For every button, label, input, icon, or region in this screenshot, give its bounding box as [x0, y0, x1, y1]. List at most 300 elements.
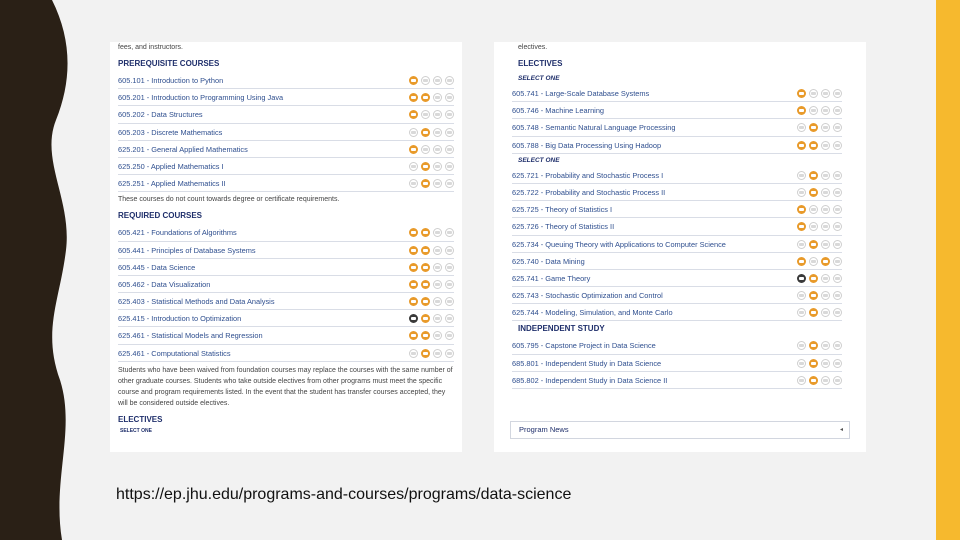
format-glyph: [799, 379, 804, 382]
format-other-icon[interactable]: [833, 188, 842, 197]
course-link[interactable]: 625.250 - Applied Mathematics I: [118, 161, 224, 171]
format-other-icon[interactable]: [833, 171, 842, 180]
course-format-icons: [797, 240, 842, 250]
course-link[interactable]: 625.734 - Queuing Theory with Applications to Computer Science: [512, 239, 726, 249]
course-format-icons: [797, 188, 842, 198]
format-glyph: [447, 96, 452, 99]
format-glyph: [447, 165, 452, 168]
course-link[interactable]: 625.740 - Data Mining: [512, 256, 585, 266]
course-row[interactable]: [118, 310, 454, 327]
course-link[interactable]: 605.421 - Foundations of Algorithms: [118, 228, 237, 238]
format-online-icon[interactable]: [809, 341, 818, 350]
format-onsite-icon[interactable]: [797, 205, 806, 214]
format-glyph: [799, 344, 804, 347]
course-format-icons: [797, 106, 842, 116]
format-other-icon[interactable]: [445, 179, 454, 188]
format-online-icon[interactable]: [809, 106, 818, 115]
format-glyph: [435, 352, 440, 355]
format-other-icon[interactable]: [445, 162, 454, 171]
format-other-icon[interactable]: [833, 308, 842, 317]
format-glyph: [823, 191, 828, 194]
required-heading: REQUIRED COURSES: [118, 211, 203, 221]
course-format-icons: [797, 308, 842, 318]
format-online-icon[interactable]: [421, 349, 430, 358]
format-glyph: [435, 131, 440, 134]
format-glyph: [435, 96, 440, 99]
format-online-icon[interactable]: [809, 359, 818, 368]
format-onsite-icon[interactable]: [409, 76, 418, 85]
format-other-icon[interactable]: [445, 349, 454, 358]
format-online-icon[interactable]: [809, 141, 818, 150]
format-glyph: [435, 148, 440, 151]
course-format-icons: [797, 257, 842, 267]
format-online-icon[interactable]: [809, 291, 818, 300]
course-format-icons: [409, 246, 454, 256]
format-glyph: [823, 174, 828, 177]
format-glyph: [447, 182, 452, 185]
format-glyph: [823, 243, 828, 246]
format-glyph: [447, 266, 452, 269]
format-onsite-icon[interactable]: [409, 246, 418, 255]
format-other-icon[interactable]: [445, 128, 454, 137]
format-other-icon[interactable]: [833, 141, 842, 150]
format-onsite-icon[interactable]: [409, 128, 418, 137]
course-link[interactable]: 605.795 - Capstone Project in Data Science: [512, 341, 656, 351]
course-link[interactable]: 605.746 - Machine Learning: [512, 106, 605, 116]
select-one-heading: SELECT ONE: [518, 75, 560, 82]
course-row[interactable]: [512, 119, 842, 136]
format-virtual-icon[interactable]: [433, 162, 442, 171]
format-virtual-icon[interactable]: [821, 123, 830, 132]
course-row[interactable]: [512, 270, 842, 287]
format-virtual-icon[interactable]: [821, 141, 830, 150]
program-news-accordion[interactable]: [510, 421, 850, 439]
course-link[interactable]: 625.461 - Statistical Models and Regression: [118, 331, 263, 341]
course-format-icons: [409, 179, 454, 189]
format-glyph: [823, 126, 828, 129]
format-glyph: [435, 182, 440, 185]
format-other-icon[interactable]: [833, 291, 842, 300]
prerequisite-heading: PREREQUISITE COURSES: [118, 59, 220, 68]
format-glyph: [799, 109, 804, 112]
format-online-icon[interactable]: [421, 297, 430, 306]
format-glyph: [447, 131, 452, 134]
course-link[interactable]: 625.722 - Probability and Stochastic Process II: [512, 187, 666, 197]
waiver-paragraph: Students who have been waived from foundation courses may replace the courses with the same number of other graduate courses. Students who take outside electives from other programs must meet the specific course and program requirements listed. In the event that the student has transfer courses accepted, they will be considered outside electives.: [118, 366, 453, 407]
format-virtual-icon[interactable]: [821, 188, 830, 197]
format-virtual-icon[interactable]: [433, 349, 442, 358]
format-online-icon[interactable]: [421, 228, 430, 237]
format-other-icon[interactable]: [445, 145, 454, 154]
format-onsite-icon[interactable]: [797, 141, 806, 150]
format-glyph: [811, 126, 816, 129]
format-other-icon[interactable]: [833, 376, 842, 385]
format-glyph: [435, 283, 440, 286]
course-format-icons: [797, 274, 842, 284]
format-online-icon[interactable]: [421, 128, 430, 137]
course-row[interactable]: [118, 293, 454, 310]
format-onsite-icon[interactable]: [797, 291, 806, 300]
format-other-icon[interactable]: [445, 228, 454, 237]
format-other-icon[interactable]: [833, 89, 842, 98]
course-row[interactable]: [118, 158, 454, 175]
course-row[interactable]: [512, 201, 842, 218]
format-glyph: [811, 362, 816, 365]
course-link[interactable]: 625.725 - Theory of Statistics I: [512, 205, 613, 215]
course-row[interactable]: [512, 167, 842, 184]
course-row[interactable]: [512, 102, 842, 119]
format-other-icon[interactable]: [445, 314, 454, 323]
format-other-icon[interactable]: [445, 331, 454, 340]
format-onsite-icon[interactable]: [409, 297, 418, 306]
format-other-icon[interactable]: [445, 280, 454, 289]
format-glyph: [447, 249, 452, 252]
electives-subheading: SELECT ONE: [120, 427, 152, 434]
format-onsite-icon[interactable]: [797, 257, 806, 266]
format-glyph: [411, 352, 416, 355]
format-glyph: [411, 165, 416, 168]
format-online-icon[interactable]: [809, 188, 818, 197]
course-link[interactable]: 605.441 - Principles of Database Systems: [118, 245, 256, 255]
course-link[interactable]: 625.201 - General Applied Mathematics: [118, 144, 248, 154]
course-format-icons: [797, 89, 842, 99]
format-glyph: [835, 144, 840, 147]
format-online-icon[interactable]: [421, 162, 430, 171]
course-link[interactable]: 685.801 - Independent Study in Data Science: [512, 358, 662, 368]
format-onsite-icon[interactable]: [409, 93, 418, 102]
format-virtual-icon[interactable]: [821, 171, 830, 180]
format-glyph: [823, 344, 828, 347]
format-onsite-icon[interactable]: [797, 188, 806, 197]
format-onsite-icon[interactable]: [409, 162, 418, 171]
format-glyph: [435, 300, 440, 303]
format-onsite-icon[interactable]: [797, 222, 806, 231]
format-glyph: [811, 92, 816, 95]
format-glyph: [823, 144, 828, 147]
format-virtual-icon[interactable]: [821, 341, 830, 350]
format-onsite-icon[interactable]: [409, 349, 418, 358]
format-glyph: [799, 260, 804, 263]
course-row[interactable]: [512, 184, 842, 201]
course-row[interactable]: [118, 276, 454, 293]
course-format-icons: [409, 128, 454, 138]
format-onsite-icon[interactable]: [409, 280, 418, 289]
format-glyph: [835, 208, 840, 211]
format-virtual-icon[interactable]: [433, 128, 442, 137]
format-virtual-icon[interactable]: [433, 263, 442, 272]
format-virtual-icon[interactable]: [821, 106, 830, 115]
format-online-icon[interactable]: [809, 171, 818, 180]
format-onsite-icon[interactable]: [797, 123, 806, 132]
course-link[interactable]: 625.403 - Statistical Methods and Data Analysis: [118, 297, 275, 307]
format-glyph: [835, 243, 840, 246]
format-virtual-icon[interactable]: [821, 291, 830, 300]
course-row[interactable]: [512, 372, 842, 389]
format-glyph: [435, 334, 440, 337]
intro-text: electives.: [518, 44, 548, 51]
format-glyph: [423, 266, 428, 269]
format-virtual-icon[interactable]: [433, 246, 442, 255]
format-online-icon[interactable]: [809, 222, 818, 231]
format-glyph: [423, 334, 428, 337]
format-glyph: [423, 300, 428, 303]
format-virtual-icon[interactable]: [821, 89, 830, 98]
format-online-icon[interactable]: [809, 205, 818, 214]
electives-heading: ELECTIVES: [518, 59, 563, 68]
format-virtual-icon[interactable]: [433, 93, 442, 102]
format-other-icon[interactable]: [445, 246, 454, 255]
course-link[interactable]: 625.744 - Modeling, Simulation, and Monte Carlo: [512, 308, 673, 318]
format-glyph: [811, 144, 816, 147]
prerequisite-note: These courses do not count towards degree or certificate requirements.: [118, 196, 340, 204]
course-row[interactable]: [118, 124, 454, 141]
format-virtual-icon[interactable]: [433, 280, 442, 289]
course-format-icons: [797, 291, 842, 301]
format-glyph: [835, 174, 840, 177]
course-row[interactable]: [512, 236, 842, 253]
course-row[interactable]: [512, 355, 842, 372]
format-glyph: [823, 92, 828, 95]
format-glyph: [435, 317, 440, 320]
format-glyph: [811, 225, 816, 228]
slide-left-wavy-border: [0, 0, 80, 540]
format-online-icon[interactable]: [421, 145, 430, 154]
course-link[interactable]: 625.726 - Theory of Statistics II: [512, 222, 615, 232]
course-row[interactable]: [118, 141, 454, 158]
expand-arrow-icon: ◂: [839, 427, 843, 433]
format-other-icon[interactable]: [445, 297, 454, 306]
format-onsite-icon[interactable]: [797, 341, 806, 350]
format-other-icon[interactable]: [833, 205, 842, 214]
format-glyph: [799, 92, 804, 95]
course-link[interactable]: 605.101 - Introduction to Python: [118, 76, 224, 85]
format-glyph: [835, 92, 840, 95]
format-glyph: [411, 148, 416, 151]
course-row[interactable]: [118, 72, 454, 89]
format-other-icon[interactable]: [445, 110, 454, 119]
course-row[interactable]: [118, 89, 454, 106]
format-online-icon[interactable]: [421, 314, 430, 323]
course-row[interactable]: [512, 337, 842, 354]
format-virtual-icon[interactable]: [433, 179, 442, 188]
format-online-icon[interactable]: [809, 257, 818, 266]
format-other-icon[interactable]: [445, 263, 454, 272]
course-format-icons: [409, 280, 454, 290]
format-glyph: [835, 260, 840, 263]
format-onsite-icon[interactable]: [797, 376, 806, 385]
format-onsite-icon[interactable]: [409, 228, 418, 237]
intro-text: fees, and instructors.: [118, 44, 183, 51]
format-glyph: [823, 208, 828, 211]
format-other-icon[interactable]: [833, 240, 842, 249]
format-virtual-icon[interactable]: [433, 228, 442, 237]
format-online-icon[interactable]: [809, 89, 818, 98]
format-other-icon[interactable]: [833, 222, 842, 231]
course-row[interactable]: [118, 175, 454, 192]
format-online-icon[interactable]: [809, 376, 818, 385]
format-other-icon[interactable]: [445, 93, 454, 102]
course-format-icons: [409, 110, 454, 120]
format-glyph: [423, 96, 428, 99]
format-virtual-icon[interactable]: [433, 110, 442, 119]
format-virtual-icon[interactable]: [821, 376, 830, 385]
course-row[interactable]: [512, 137, 842, 154]
format-onsite-icon[interactable]: [409, 314, 418, 323]
course-link[interactable]: 685.802 - Independent Study in Data Science II: [512, 375, 668, 385]
elective-group-1-list: [494, 85, 866, 154]
course-row[interactable]: [118, 259, 454, 276]
format-other-icon[interactable]: [833, 274, 842, 283]
format-online-icon[interactable]: [421, 179, 430, 188]
format-onsite-icon[interactable]: [409, 110, 418, 119]
format-other-icon[interactable]: [833, 257, 842, 266]
format-other-icon[interactable]: [445, 76, 454, 85]
format-glyph: [435, 249, 440, 252]
course-link[interactable]: 605.788 - Big Data Processing Using Hadoop: [512, 140, 662, 150]
format-glyph: [811, 311, 816, 314]
course-format-icons: [409, 349, 454, 359]
format-onsite-icon[interactable]: [797, 359, 806, 368]
course-link[interactable]: 605.445 - Data Science: [118, 262, 196, 272]
course-row[interactable]: [118, 242, 454, 259]
format-glyph: [835, 191, 840, 194]
format-glyph: [835, 311, 840, 314]
format-online-icon[interactable]: [421, 263, 430, 272]
course-format-icons: [409, 228, 454, 238]
format-online-icon[interactable]: [809, 240, 818, 249]
format-glyph: [799, 294, 804, 297]
course-link[interactable]: 625.251 - Applied Mathematics II: [118, 179, 226, 189]
course-row[interactable]: [512, 218, 842, 235]
course-row[interactable]: [512, 253, 842, 270]
format-other-icon[interactable]: [833, 106, 842, 115]
format-onsite-icon[interactable]: [409, 263, 418, 272]
format-glyph: [447, 283, 452, 286]
course-format-icons: [797, 359, 842, 369]
format-virtual-icon[interactable]: [821, 308, 830, 317]
course-link[interactable]: 625.461 - Computational Statistics: [118, 348, 231, 358]
format-glyph: [823, 277, 828, 280]
format-onsite-icon[interactable]: [409, 145, 418, 154]
format-virtual-icon[interactable]: [821, 257, 830, 266]
format-glyph: [811, 344, 816, 347]
format-glyph: [835, 109, 840, 112]
format-virtual-icon[interactable]: [821, 205, 830, 214]
format-onsite-icon[interactable]: [409, 331, 418, 340]
select-one-heading: SELECT ONE: [518, 156, 560, 164]
source-url[interactable]: https://ep.jhu.edu/programs-and-courses/programs/data-science: [116, 486, 572, 503]
course-link[interactable]: 625.721 - Probability and Stochastic Process I: [512, 170, 664, 180]
format-glyph: [423, 283, 428, 286]
course-link[interactable]: 605.748 - Semantic Natural Language Processing: [512, 123, 676, 133]
format-online-icon[interactable]: [421, 93, 430, 102]
format-online-icon[interactable]: [421, 331, 430, 340]
course-format-icons: [409, 93, 454, 103]
format-glyph: [811, 243, 816, 246]
format-glyph: [811, 208, 816, 211]
format-online-icon[interactable]: [421, 280, 430, 289]
format-virtual-icon[interactable]: [821, 359, 830, 368]
course-row[interactable]: [512, 85, 842, 102]
course-row[interactable]: [118, 106, 454, 123]
course-format-icons: [409, 76, 454, 86]
format-glyph: [799, 144, 804, 147]
format-onsite-icon[interactable]: [797, 308, 806, 317]
format-online-icon[interactable]: [809, 274, 818, 283]
format-online-icon[interactable]: [809, 123, 818, 132]
format-glyph: [411, 79, 416, 82]
format-glyph: [423, 352, 428, 355]
format-glyph: [411, 283, 416, 286]
course-link[interactable]: 605.201 - Introduction to Programming Using Java: [118, 93, 284, 103]
format-onsite-icon[interactable]: [797, 106, 806, 115]
format-glyph: [447, 79, 452, 82]
course-link[interactable]: 625.415 - Introduction to Optimization: [118, 314, 242, 324]
format-glyph: [811, 294, 816, 297]
format-virtual-icon[interactable]: [821, 274, 830, 283]
format-virtual-icon[interactable]: [433, 314, 442, 323]
format-virtual-icon[interactable]: [821, 222, 830, 231]
course-link[interactable]: 625.741 - Game Theory: [512, 273, 591, 283]
format-virtual-icon[interactable]: [821, 240, 830, 249]
format-glyph: [435, 113, 440, 116]
format-glyph: [811, 191, 816, 194]
course-link[interactable]: 605.462 - Data Visualization: [118, 279, 211, 289]
format-online-icon[interactable]: [421, 110, 430, 119]
course-link[interactable]: 605.203 - Discrete Mathematics: [118, 127, 223, 137]
course-row[interactable]: [118, 327, 454, 344]
format-virtual-icon[interactable]: [433, 297, 442, 306]
course-link[interactable]: 605.202 - Data Structures: [118, 110, 203, 120]
course-format-icons: [797, 123, 842, 133]
format-glyph: [835, 379, 840, 382]
format-other-icon[interactable]: [833, 123, 842, 132]
format-glyph: [411, 317, 416, 320]
format-glyph: [411, 182, 416, 185]
course-link[interactable]: 625.743 - Stochastic Optimization and Control: [512, 291, 663, 301]
format-other-icon[interactable]: [833, 359, 842, 368]
course-format-icons: [797, 171, 842, 181]
course-row[interactable]: [118, 345, 454, 362]
format-glyph: [423, 249, 428, 252]
course-link[interactable]: 605.741 - Large-Scale Database Systems: [512, 89, 650, 98]
format-glyph: [447, 334, 452, 337]
format-glyph: [823, 225, 828, 228]
format-online-icon[interactable]: [421, 246, 430, 255]
course-format-icons: [409, 297, 454, 307]
format-virtual-icon[interactable]: [433, 331, 442, 340]
format-online-icon[interactable]: [809, 308, 818, 317]
format-glyph: [447, 148, 452, 151]
course-row[interactable]: [118, 224, 454, 241]
course-row[interactable]: [512, 287, 842, 304]
format-glyph: [823, 109, 828, 112]
format-onsite-icon[interactable]: [797, 171, 806, 180]
format-virtual-icon[interactable]: [433, 145, 442, 154]
format-onsite-icon[interactable]: [797, 89, 806, 98]
format-glyph: [411, 231, 416, 234]
format-glyph: [835, 277, 840, 280]
course-row[interactable]: [512, 304, 842, 321]
format-onsite-icon[interactable]: [409, 179, 418, 188]
format-online-icon[interactable]: [421, 76, 430, 85]
format-onsite-icon[interactable]: [797, 274, 806, 283]
format-virtual-icon[interactable]: [433, 76, 442, 85]
format-other-icon[interactable]: [833, 341, 842, 350]
format-glyph: [799, 191, 804, 194]
format-onsite-icon[interactable]: [797, 240, 806, 249]
format-glyph: [799, 225, 804, 228]
